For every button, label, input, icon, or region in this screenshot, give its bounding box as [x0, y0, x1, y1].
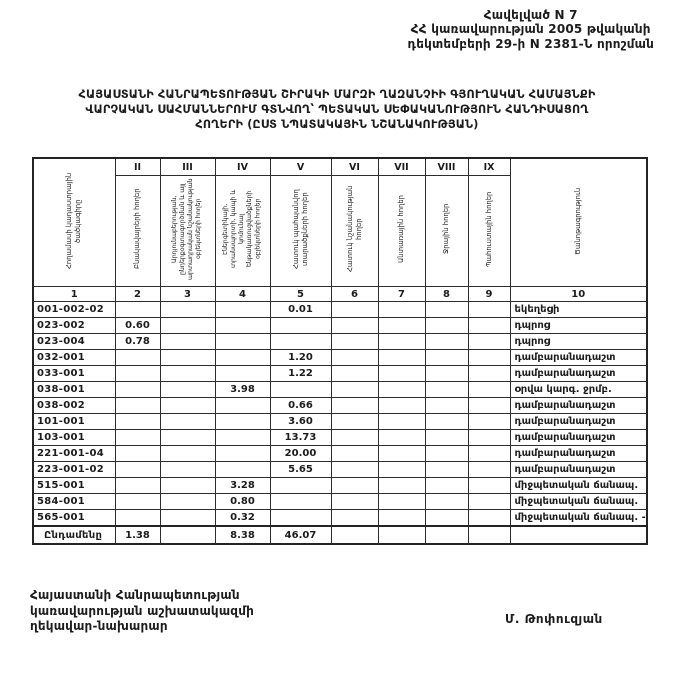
row-value	[468, 414, 510, 430]
total-row	[33, 526, 647, 544]
row-value	[425, 382, 468, 398]
col-header-code	[33, 158, 115, 287]
row-value	[425, 430, 468, 446]
row-value	[215, 334, 270, 350]
row-value	[378, 462, 425, 478]
row-value	[115, 366, 160, 382]
colnum-6: 6	[331, 287, 378, 302]
row-value	[331, 334, 378, 350]
col-header-special: Հատուկ նշանակության հողեր	[331, 176, 378, 287]
row-value	[160, 350, 215, 366]
row-remark: դամբարանադաշտ	[510, 366, 647, 382]
row-value	[160, 446, 215, 462]
signatory-name: Մ. Թոփուզյան	[505, 612, 603, 626]
row-value	[215, 366, 270, 382]
title-line-1: ՀԱՅԱՍՏԱՆԻ ՀԱՆՐԱՊԵՏՈՒԹՅԱՆ ՇԻՐԱԿԻ ՄԱՐԶԻ ՂԱԶԱՆՉԻԻ ԳՅՈՒՂԱԿԱՆ ՀԱՄԱՅՆՔԻ	[78, 88, 596, 101]
row-value	[331, 478, 378, 494]
row-value	[215, 446, 270, 462]
row-value	[160, 398, 215, 414]
row-value	[331, 398, 378, 414]
table-row	[33, 382, 647, 398]
row-value	[331, 382, 378, 398]
row-value	[215, 350, 270, 366]
row-value	[425, 366, 468, 382]
row-remark: դպրոց	[510, 318, 647, 334]
row-value	[331, 526, 378, 544]
colnum-3: 3	[160, 287, 215, 302]
row-value	[378, 430, 425, 446]
row-value	[425, 414, 468, 430]
table-row	[33, 302, 647, 318]
row-remark: դամբարանադաշտ	[510, 398, 647, 414]
title-line-2: ՎԱՐՉԱԿԱՆ ՍԱՀՄԱՆՆԵՐՈՒՄ ԳՏՆՎՈՂ՝ ՊԵՏԱԿԱՆ ՍԵՓԱԿԱՆՈՒԹՅՈՒՆ ՀԱՆԴԻՍԱՑՈՂ	[85, 102, 589, 116]
row-value	[468, 350, 510, 366]
signature-title-block	[30, 588, 254, 635]
row-remark: դամբարանադաշտ	[510, 414, 647, 430]
row-value	[425, 446, 468, 462]
col-header-industry: Արդյունաբերության, ընդերքօգտագործման և այլ արտադրական նշանակության օբյեկտների հողեր	[160, 176, 215, 287]
col-header-settlement: Բնակավայրերի հողեր	[115, 176, 160, 287]
row-value	[331, 446, 378, 462]
row-value	[468, 366, 510, 382]
row-code: 223-001-02	[33, 462, 115, 478]
colnum-8: 8	[425, 287, 468, 302]
row-value	[160, 366, 215, 382]
table-row	[33, 334, 647, 350]
row-code: 565-001	[33, 510, 115, 527]
row-value	[425, 318, 468, 334]
row-value	[160, 382, 215, 398]
row-value	[425, 494, 468, 510]
row-code: 033-001	[33, 366, 115, 382]
table-row	[33, 446, 647, 462]
col-header-protected: Հատուկ պահպանվող տարածքների հողեր	[270, 176, 331, 287]
row-value	[331, 414, 378, 430]
land-register-table	[32, 157, 648, 545]
colnum-5: 5	[270, 287, 331, 302]
row-value	[468, 510, 510, 527]
total-label: Ընդամենը	[33, 526, 115, 544]
row-value	[115, 446, 160, 462]
row-value	[160, 302, 215, 318]
row-remark	[510, 526, 647, 544]
row-value	[378, 366, 425, 382]
title-line-3: ՀՈՂԵՐԻ (ԸՍՏ ՆՊԱՏԱԿԱՅԻՆ ՆՇԱՆԱԿՈՒԹՅԱՆ)	[195, 117, 479, 131]
row-value: 3.28	[215, 478, 270, 494]
table-row	[33, 510, 647, 527]
row-remark: օրվա կարգ. ջրմբ.	[510, 382, 647, 398]
row-value	[378, 446, 425, 462]
numeral-v: V	[270, 158, 331, 176]
row-value: 0.80	[215, 494, 270, 510]
footer-line-3: ղեկավար-նախարար	[30, 619, 168, 634]
row-value	[115, 510, 160, 527]
colnum-7: 7	[378, 287, 425, 302]
row-value	[160, 510, 215, 527]
row-value	[270, 334, 331, 350]
row-remark: եկեղեցի	[510, 302, 647, 318]
row-code: 103-001	[33, 430, 115, 446]
numeral-ix: IX	[468, 158, 510, 176]
row-value	[331, 430, 378, 446]
row-value	[468, 302, 510, 318]
row-value: 8.38	[215, 526, 270, 544]
row-value: 0.66	[270, 398, 331, 414]
row-value	[331, 462, 378, 478]
row-value	[468, 398, 510, 414]
row-value	[468, 334, 510, 350]
row-value	[425, 334, 468, 350]
row-value: 0.01	[270, 302, 331, 318]
row-value	[425, 526, 468, 544]
row-code: 584-001	[33, 494, 115, 510]
row-code: 038-002	[33, 398, 115, 414]
row-value: 3.98	[215, 382, 270, 398]
row-value	[160, 526, 215, 544]
annex-decree-line: դեկտեմբերի 29-ի N 2381-Ն որոշման	[407, 36, 654, 51]
row-value	[331, 510, 378, 527]
row-code: 023-002	[33, 318, 115, 334]
row-code: 001-002-02	[33, 302, 115, 318]
row-remark: միջպետական ճանապ.	[510, 478, 647, 494]
row-remark: դամբարանադաշտ	[510, 446, 647, 462]
table-row	[33, 350, 647, 366]
row-value	[115, 350, 160, 366]
table-row	[33, 478, 647, 494]
row-value	[215, 302, 270, 318]
row-value	[378, 382, 425, 398]
row-value	[331, 366, 378, 382]
row-value	[160, 430, 215, 446]
row-value	[425, 398, 468, 414]
table-row	[33, 430, 647, 446]
row-code: 515-001	[33, 478, 115, 494]
row-value	[215, 462, 270, 478]
colnum-9: 9	[468, 287, 510, 302]
document-title	[0, 88, 674, 132]
colnum-2: 2	[115, 287, 160, 302]
row-value: 1.20	[270, 350, 331, 366]
row-value: 20.00	[270, 446, 331, 462]
row-value	[468, 446, 510, 462]
row-value: 3.60	[270, 414, 331, 430]
row-value	[468, 494, 510, 510]
col-header-remark-label: Ծանոթագրություն	[573, 187, 582, 255]
row-value	[215, 398, 270, 414]
col-header-forest: Անտառային հողեր	[378, 176, 425, 287]
row-remark: դպրոց	[510, 334, 647, 350]
col-header-code-label: Հողամասի կադաստրային ծածկագիրը	[65, 172, 83, 270]
row-value	[115, 398, 160, 414]
row-value	[331, 494, 378, 510]
row-value	[378, 478, 425, 494]
row-value	[378, 350, 425, 366]
row-value	[378, 318, 425, 334]
row-value	[160, 462, 215, 478]
row-value: 1.38	[115, 526, 160, 544]
row-value	[425, 478, 468, 494]
row-value	[468, 318, 510, 334]
row-value: 1.22	[270, 366, 331, 382]
row-value	[378, 398, 425, 414]
row-value	[378, 414, 425, 430]
row-remark: դամբարանադաշտ	[510, 350, 647, 366]
row-value	[215, 430, 270, 446]
row-value	[270, 494, 331, 510]
row-value	[378, 494, 425, 510]
row-remark: միջպետական ճանապ. -	[510, 510, 647, 527]
row-value: 0.78	[115, 334, 160, 350]
row-value	[331, 350, 378, 366]
row-value	[270, 318, 331, 334]
row-value	[378, 334, 425, 350]
row-remark: միջպետական ճանապ.	[510, 494, 647, 510]
row-remark: դամբարանադաշտ	[510, 462, 647, 478]
row-value	[160, 494, 215, 510]
row-value	[425, 510, 468, 527]
col-header-energy-transport: Էներգետիկայի, տրանսպորտի, կապի և կոմունալ ենթակառուցվածքների օբյեկտների հողեր	[215, 176, 270, 287]
col-header-water: Ջրային հողեր	[425, 176, 468, 287]
row-value	[160, 414, 215, 430]
numeral-viii: VIII	[425, 158, 468, 176]
column-number-row	[33, 287, 647, 302]
row-value: 46.07	[270, 526, 331, 544]
footer-line-2: կառավարության աշխատակազմի	[30, 603, 255, 618]
row-value	[160, 318, 215, 334]
numeral-row	[33, 158, 647, 176]
row-value	[468, 526, 510, 544]
row-code: 032-001	[33, 350, 115, 366]
row-value	[270, 382, 331, 398]
annex-number: Հավելված N 7	[483, 8, 578, 22]
row-value	[115, 430, 160, 446]
row-value: 5.65	[270, 462, 331, 478]
annex-reference-block	[408, 8, 655, 51]
row-value	[115, 494, 160, 510]
row-value	[425, 350, 468, 366]
table-row	[33, 462, 647, 478]
row-value	[425, 302, 468, 318]
table-body	[33, 302, 647, 545]
col-header-reserve: Պահուստային հողեր	[468, 176, 510, 287]
colnum-4: 4	[215, 287, 270, 302]
row-value	[115, 382, 160, 398]
row-remark: դամբարանադաշտ	[510, 430, 647, 446]
row-value	[425, 462, 468, 478]
row-value	[160, 478, 215, 494]
row-value	[468, 430, 510, 446]
row-value	[378, 302, 425, 318]
row-value	[468, 478, 510, 494]
numeral-iv: IV	[215, 158, 270, 176]
row-value	[270, 478, 331, 494]
numeral-vii: VII	[378, 158, 425, 176]
row-value	[115, 414, 160, 430]
table-row	[33, 398, 647, 414]
row-value	[160, 334, 215, 350]
table-row	[33, 494, 647, 510]
row-value	[378, 510, 425, 527]
row-value	[115, 302, 160, 318]
numeral-iii: III	[160, 158, 215, 176]
col-header-remark	[510, 158, 647, 287]
row-value	[378, 526, 425, 544]
table-row	[33, 366, 647, 382]
table-row	[33, 414, 647, 430]
numeral-vi: VI	[331, 158, 378, 176]
row-value	[331, 302, 378, 318]
row-value: 0.32	[215, 510, 270, 527]
row-value: 13.73	[270, 430, 331, 446]
row-code: 023-004	[33, 334, 115, 350]
colnum-10: 10	[510, 287, 647, 302]
row-value	[468, 462, 510, 478]
row-value	[331, 318, 378, 334]
row-code: 221-001-04	[33, 446, 115, 462]
footer-line-1: Հայաստանի Հանրապետության	[30, 588, 240, 602]
row-value: 0.60	[115, 318, 160, 334]
row-value	[215, 414, 270, 430]
row-code: 038-001	[33, 382, 115, 398]
row-value	[468, 382, 510, 398]
row-value	[215, 318, 270, 334]
numeral-ii: II	[115, 158, 160, 176]
colnum-1: 1	[33, 287, 115, 302]
row-value	[270, 510, 331, 527]
row-code: 101-001	[33, 414, 115, 430]
row-value	[115, 462, 160, 478]
row-value	[115, 478, 160, 494]
table-row	[33, 318, 647, 334]
annex-government-line: ՀՀ կառավարության 2005 թվականի	[410, 22, 651, 37]
